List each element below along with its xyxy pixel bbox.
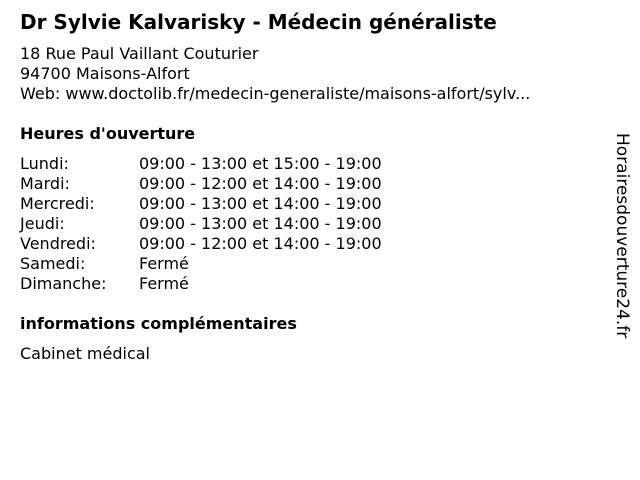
day-label: Mercredi: [20, 194, 95, 213]
day-label: Mardi: [20, 174, 70, 193]
address-street: 18 Rue Paul Vaillant Couturier [20, 44, 259, 63]
info-text: Cabinet médical [20, 344, 150, 363]
day-label: Dimanche: [20, 274, 107, 293]
website-line[interactable]: Web: www.doctolib.fr/medecin-generaliste/maisons-alfort/sylv... [20, 84, 531, 103]
time-range: 09:00 - 12:00 et 14:00 - 19:00 [139, 234, 382, 253]
watermark [610, 133, 636, 343]
time-range: 09:00 - 13:00 et 15:00 - 19:00 [139, 154, 382, 173]
time-range: 09:00 - 13:00 et 14:00 - 19:00 [139, 214, 382, 233]
time-range: Fermé [139, 254, 189, 273]
watermark-text: Horairesdouverture24.fr [612, 133, 632, 339]
day-label: Samedi: [20, 254, 86, 273]
page-title: Dr Sylvie Kalvarisky - Médecin généraliste [20, 10, 497, 34]
time-range: 09:00 - 12:00 et 14:00 - 19:00 [139, 174, 382, 193]
time-range: Fermé [139, 274, 189, 293]
address-city: 94700 Maisons-Alfort [20, 64, 190, 83]
day-label: Jeudi: [20, 214, 65, 233]
info-heading: informations complémentaires [20, 314, 297, 333]
day-label: Vendredi: [20, 234, 96, 253]
hours-heading: Heures d'ouverture [20, 124, 196, 143]
day-label: Lundi: [20, 154, 69, 173]
time-range: 09:00 - 13:00 et 14:00 - 19:00 [139, 194, 382, 213]
address-block [20, 44, 530, 104]
